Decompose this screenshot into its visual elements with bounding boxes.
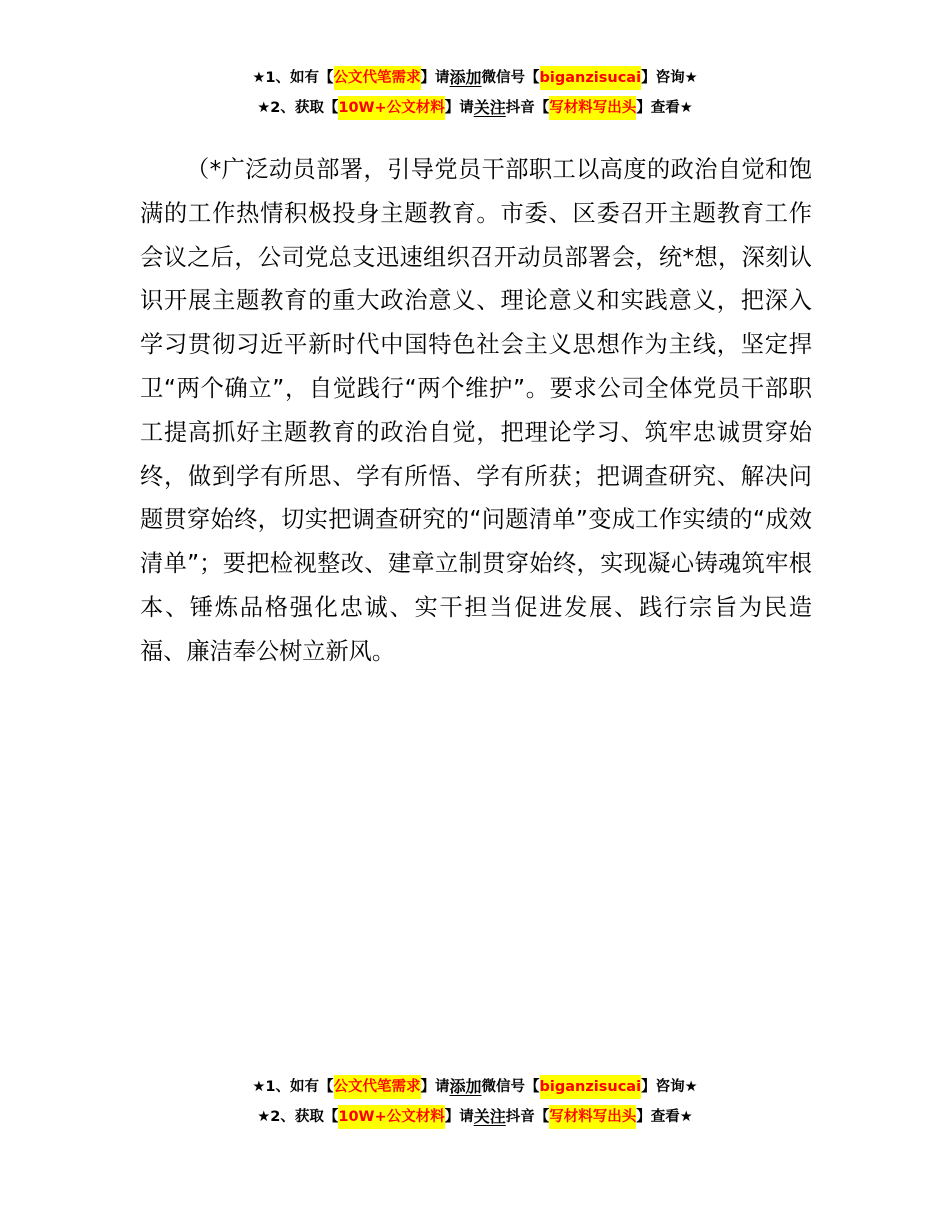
banner-text: 2、获取【 [270,100,339,116]
star-icon: ★ [684,70,698,86]
highlight-materials: 10W+公文材料 [338,1105,444,1129]
highlight-service: 公文代笔需求 [334,1075,421,1099]
star-icon: ★ [679,1109,693,1125]
banner-text: 】咨询 [641,70,685,86]
highlight-wechat-id: biganzisucai [540,66,642,90]
header-line-2 [0,93,950,123]
banner-text: 】请 [444,1109,474,1125]
emphasis-add: 添加 [449,1077,482,1096]
emphasis-follow: 关注 [473,1107,506,1126]
star-icon: ★ [679,100,693,116]
banner-text: 】咨询 [641,1079,685,1095]
banner-text: 微信号【 [481,1079,540,1095]
highlight-materials: 10W+公文材料 [338,96,444,120]
star-icon: ★ [252,1079,266,1095]
star-icon: ★ [257,1109,271,1125]
emphasis-follow: 关注 [473,98,506,117]
header-banner [0,63,950,123]
banner-text: 】查看 [636,1109,680,1125]
emphasis-add: 添加 [449,68,482,87]
banner-text: 抖音【 [505,1109,550,1125]
highlight-wechat-id: biganzisucai [540,1075,642,1099]
banner-text: 抖音【 [505,100,550,116]
header-line-1 [0,63,950,93]
banner-text: 1、如有【 [265,1079,334,1095]
star-icon: ★ [257,100,271,116]
banner-text: 】请 [444,100,474,116]
footer-line-1 [0,1072,950,1102]
banner-text: 2、获取【 [270,1109,339,1125]
footer-banner [0,1072,950,1132]
banner-text: 】请 [420,70,450,86]
banner-text: 微信号【 [481,70,540,86]
star-icon: ★ [684,1079,698,1095]
body-paragraph: （*广泛动员部署，引导党员干部职工以高度的政治自觉和饱满的工作热情积极投身主题教育。市委、区委召开主题教育工作会议之后，公司党总支迅速组织召开动员部署会，统*想，深刻认识开展主题教育的重大政治意义、理论意义和实践意义，把深入学习贯彻习近平新时代中国特色社会主义思想作为主线，坚定捍卫“两个确立”，自觉践行“两个维护”。要求公司全体党员干部职工提高抓好主题教育的政治自觉，把理论学习、筑牢忠诚贯穿始终，做到学有所思、学有所悟、学有所获；把调查研究、解决问题贯穿始终，切实把调查研究的“问题清单”变成工作实绩的“成效清单”；要把检视整改、建章立制贯穿始终，实现凝心铸魂筑牢根本、锤炼品格强化忠诚、实干担当促进发展、践行宗旨为民造福、廉洁奉公树立新风。 [140,156,812,665]
footer-line-2 [0,1102,950,1132]
banner-text: 1、如有【 [265,70,334,86]
banner-text: 】查看 [636,100,680,116]
star-icon: ★ [252,70,266,86]
highlight-douyin-account: 写材料写出头 [549,96,636,120]
banner-text: 】请 [420,1079,450,1095]
highlight-douyin-account: 写材料写出头 [549,1105,636,1129]
highlight-service: 公文代笔需求 [334,66,421,90]
